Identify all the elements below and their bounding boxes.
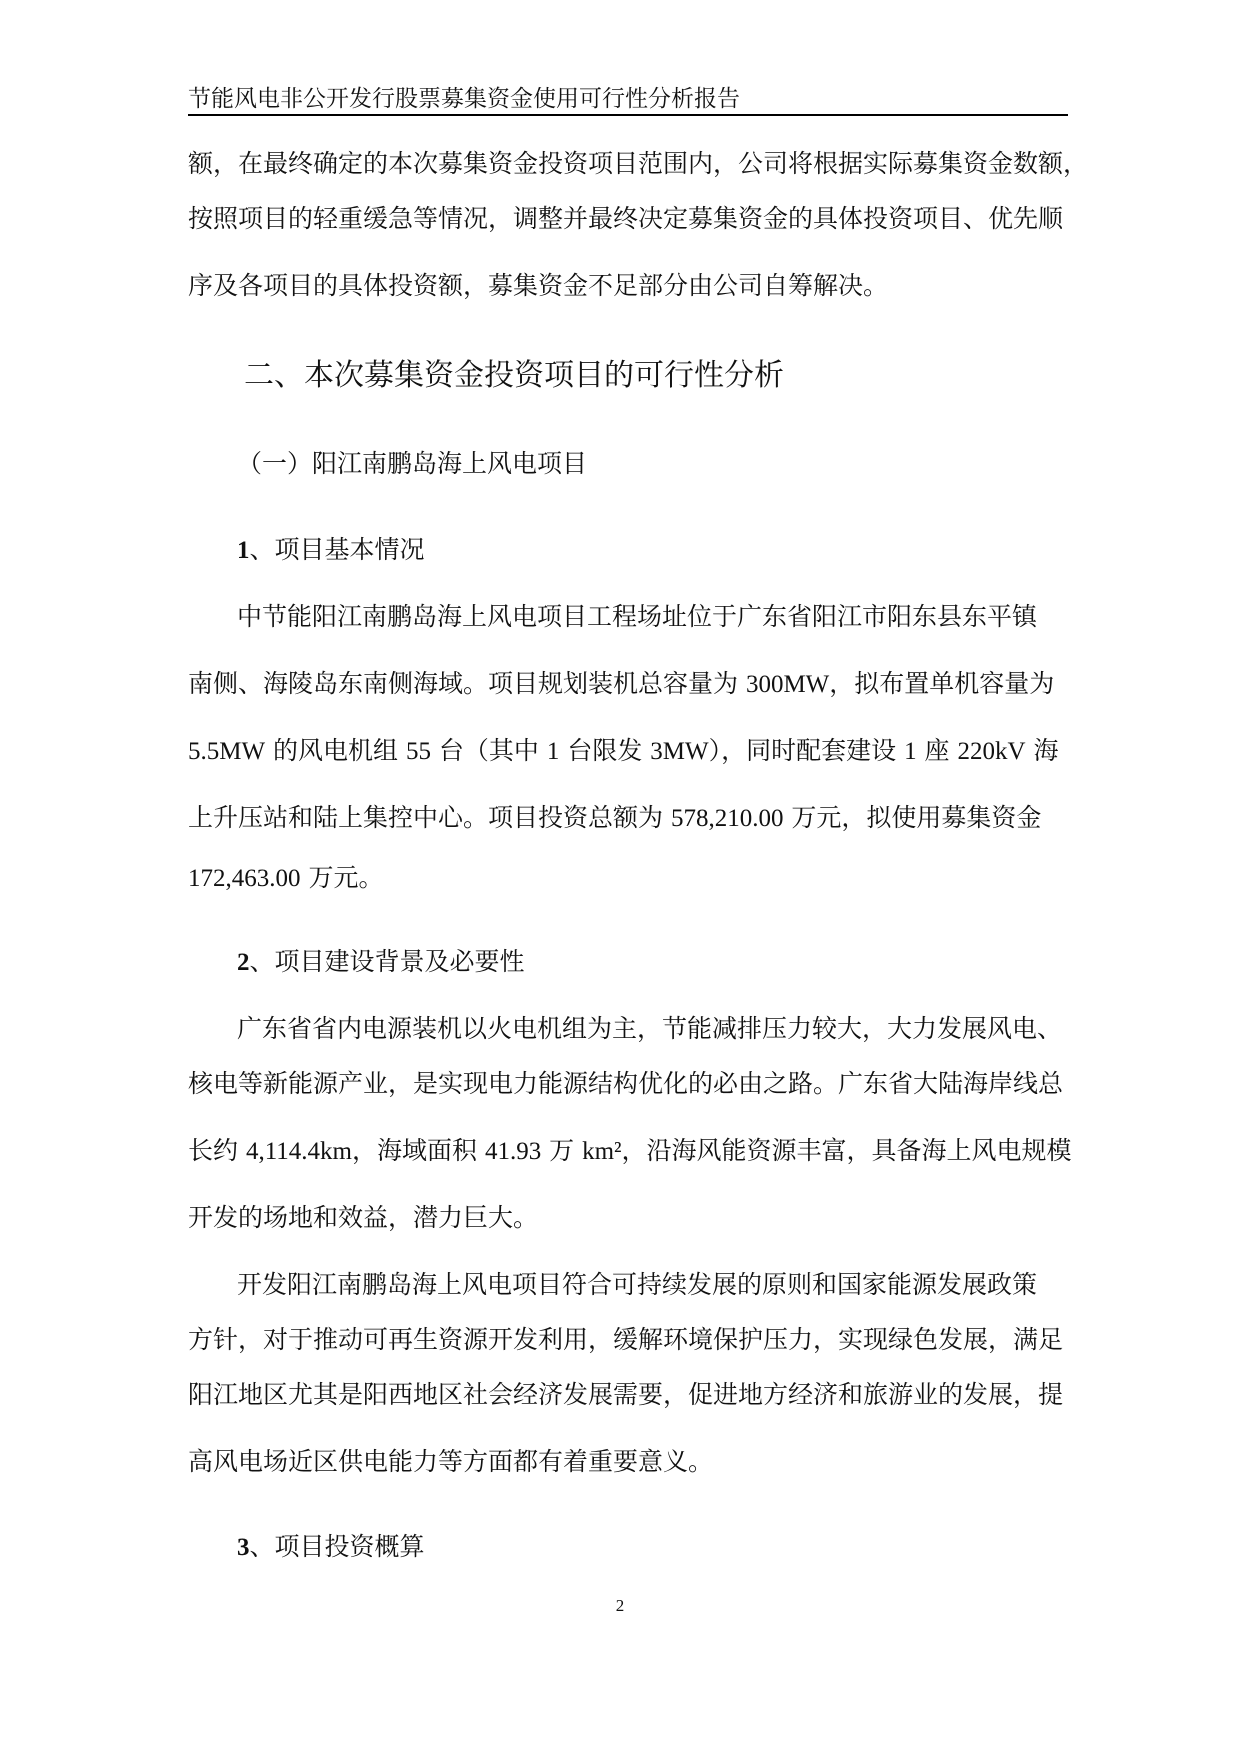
paragraph-line: 额，在最终确定的本次募集资金投资项目范围内，公司将根据实际募集资金数额， xyxy=(188,149,1089,178)
paragraph-line: 172,463.00 万元。 xyxy=(188,863,384,892)
paragraph-line: 方针，对于推动可再生资源开发利用，缓解环境保护压力，实现绿色发展，满足 xyxy=(188,1325,1064,1354)
paragraph-line: 序及各项目的具体投资额，募集资金不足部分由公司自筹解决。 xyxy=(188,271,889,300)
heading-basic-info: 1、项目基本情况 xyxy=(237,535,425,564)
paragraph-line: 长约 4,114.4km，海域面积 41.93 万 km²，沿海风能资源丰富，具备海上风电规模 xyxy=(188,1136,1072,1165)
page-number: 2 xyxy=(615,1596,625,1615)
section-title: 二、本次募集资金投资项目的可行性分析 xyxy=(244,358,784,393)
paragraph-line: 开发的场地和效益，潜力巨大。 xyxy=(188,1203,539,1232)
subsection-title: （一）阳江南鹏岛海上风电项目 xyxy=(237,449,588,478)
paragraph-line: 高风电场近区供电能力等方面都有着重要意义。 xyxy=(188,1447,714,1476)
paragraph-line: 开发阳江南鹏岛海上风电项目符合可持续发展的原则和国家能源发展政策 xyxy=(237,1270,1038,1299)
heading-investment: 3、项目投资概算 xyxy=(237,1532,425,1561)
paragraph-line: 阳江地区尤其是阳西地区社会经济发展需要，促进地方经济和旅游业的发展，提 xyxy=(188,1380,1064,1409)
paragraph-line: 南侧、海陵岛东南侧海域。项目规划装机总容量为 300MW，拟布置单机容量为 xyxy=(188,669,1055,698)
running-header: 节能风电非公开发行股票募集资金使用可行性分析报告 xyxy=(188,84,1068,116)
paragraph-line: 核电等新能源产业，是实现电力能源结构优化的必由之路。广东省大陆海岸线总 xyxy=(188,1069,1064,1098)
paragraph-line: 按照项目的轻重缓急等情况，调整并最终决定募集资金的具体投资项目、优先顺 xyxy=(188,204,1064,233)
paragraph-line: 5.5MW 的风电机组 55 台（其中 1 台限发 3MW），同时配套建设 1 座 220kV 海 xyxy=(188,736,1059,765)
heading-background: 2、项目建设背景及必要性 xyxy=(237,947,525,976)
paragraph-line: 广东省省内电源装机以火电机组为主，节能减排压力较大，大力发展风电、 xyxy=(237,1014,1063,1043)
paragraph-line: 中节能阳江南鹏岛海上风电项目工程场址位于广东省阳江市阳东县东平镇 xyxy=(237,602,1038,631)
paragraph-line: 上升压站和陆上集控中心。项目投资总额为 578,210.00 万元，拟使用募集资金 xyxy=(188,803,1042,832)
